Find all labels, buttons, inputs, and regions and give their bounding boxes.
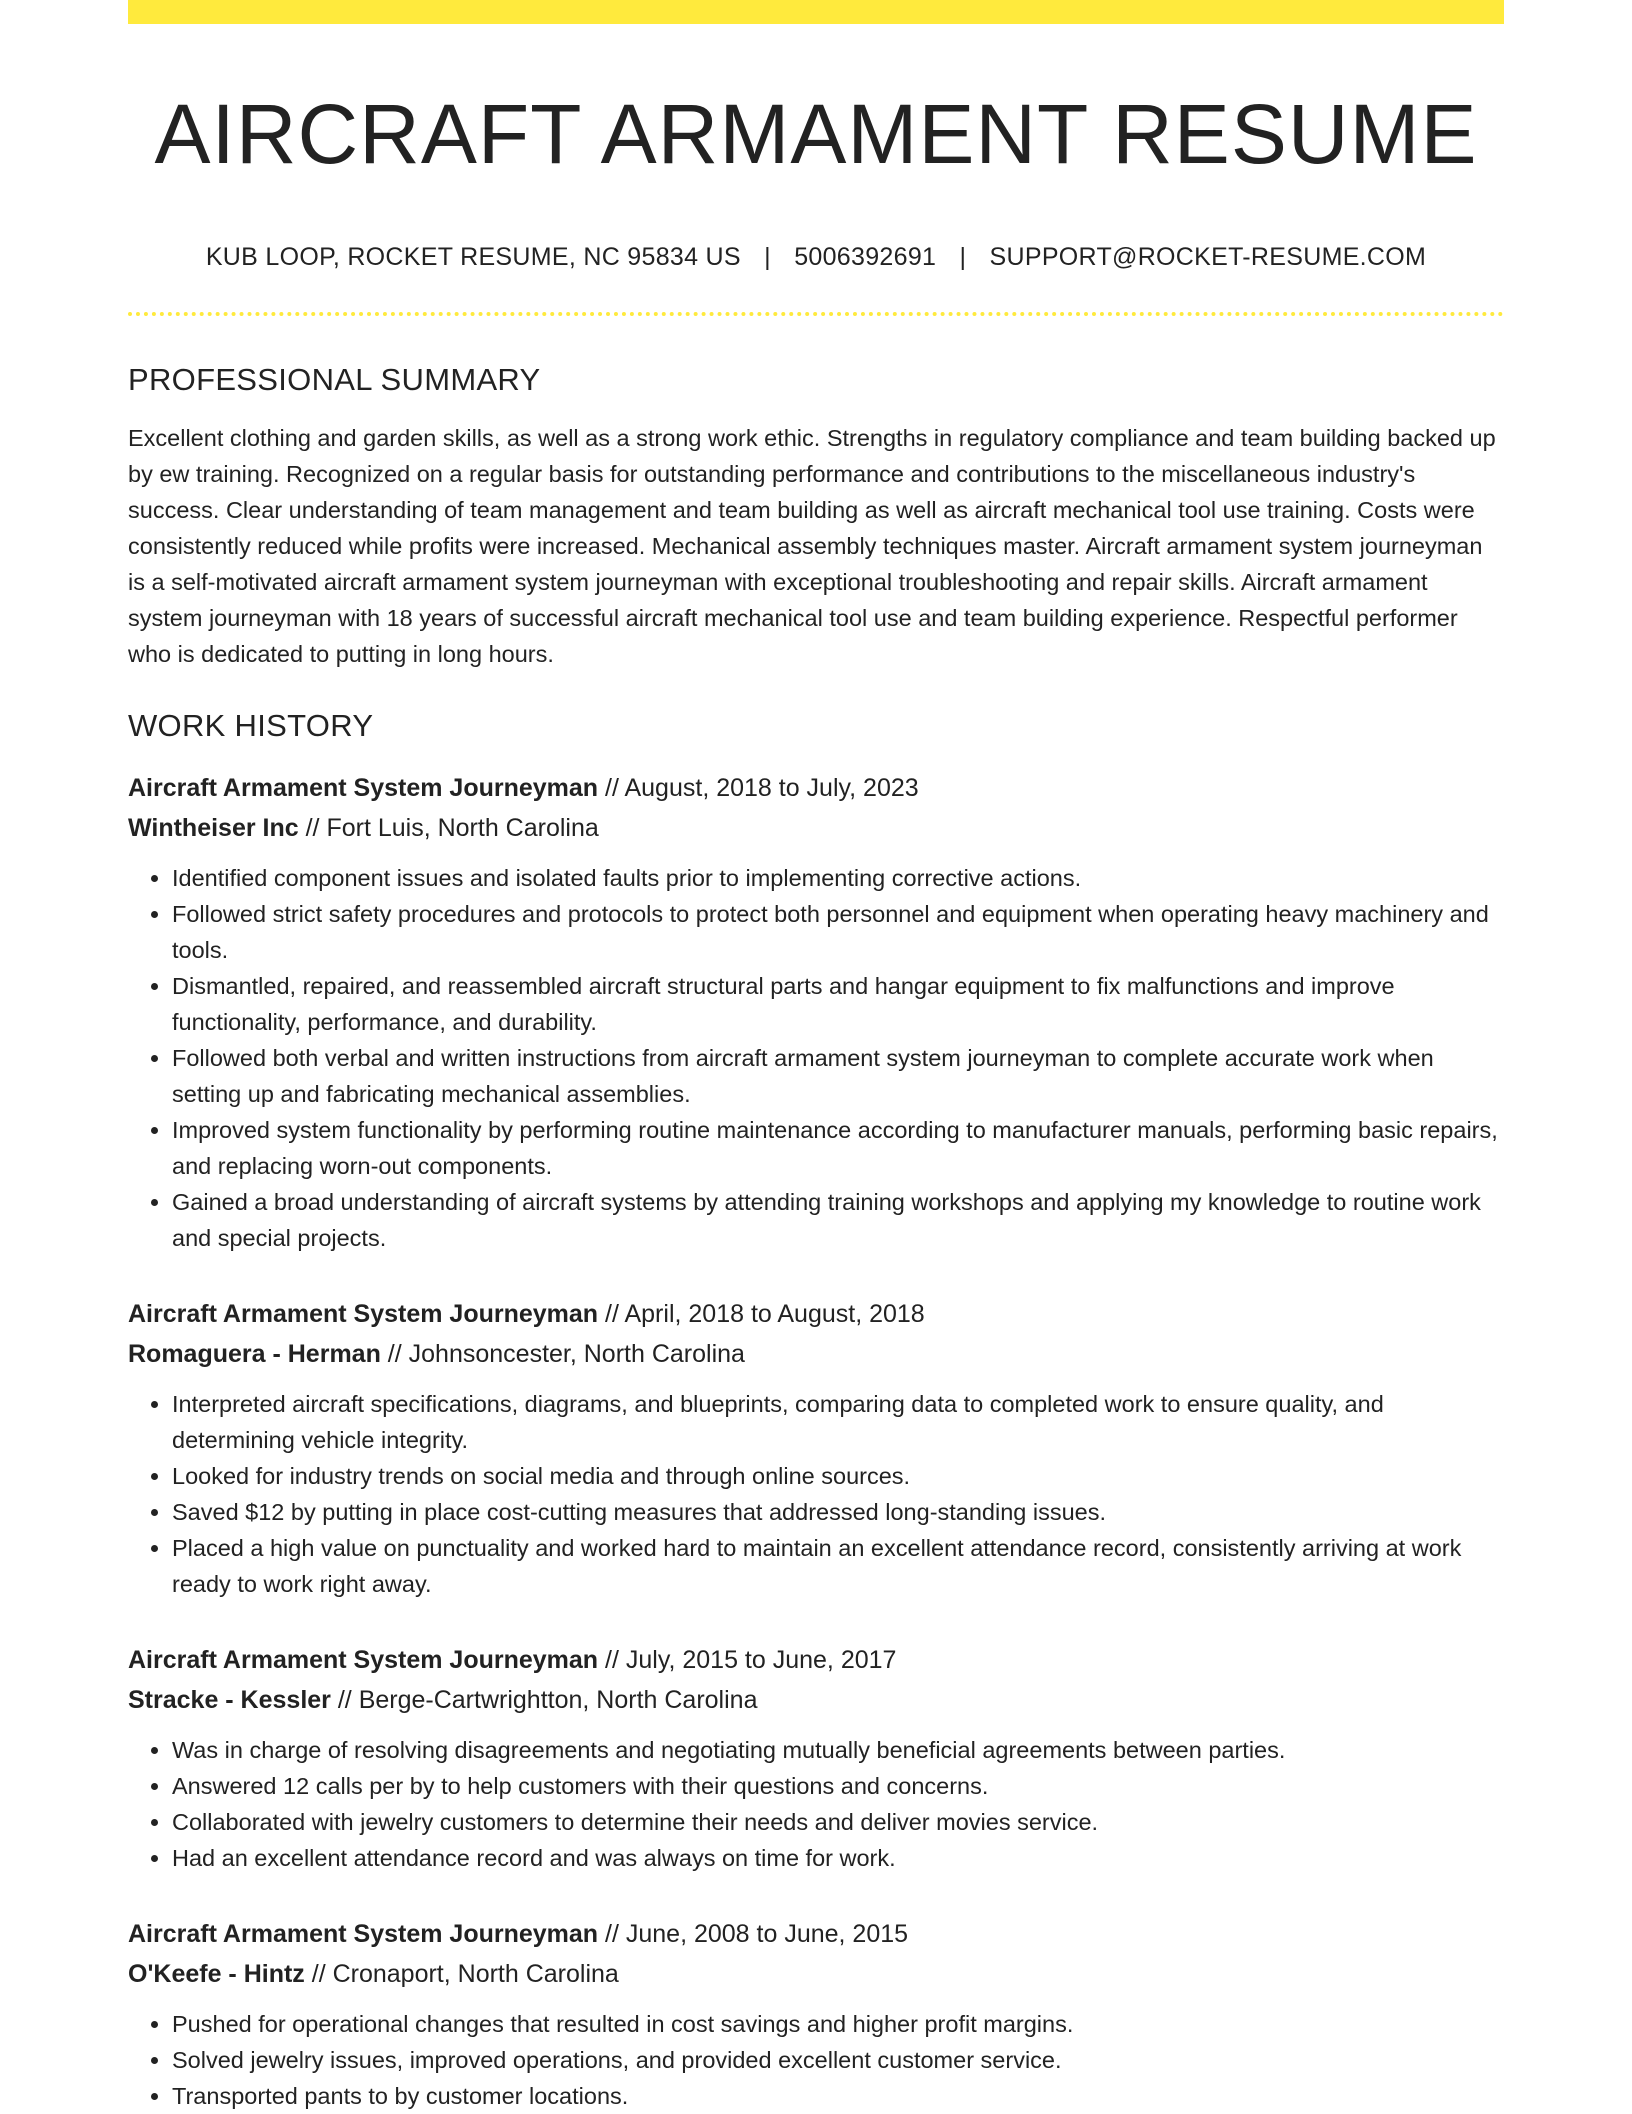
job-location: // Johnsoncester, North Carolina xyxy=(380,1339,745,1368)
job-entry xyxy=(128,1294,1504,1602)
job-company-line xyxy=(128,1680,1504,1720)
job-bullet-list xyxy=(128,1386,1504,1602)
job-company: O'Keefe - Hintz xyxy=(128,1959,305,1988)
job-company-line xyxy=(128,1334,1504,1374)
job-bullet: • Answered 12 calls per by to help customers with their questions and concerns. xyxy=(172,1768,1504,1804)
resume-page xyxy=(128,0,1504,2114)
header-divider xyxy=(128,312,1504,316)
contact-separator: | xyxy=(764,242,771,271)
job-bullet: • Improved system functionality by performing routine maintenance according to manufacturer manuals, performing basic repairs, and replacing worn-out components. xyxy=(172,1112,1504,1184)
job-bullet: • Interpreted aircraft specifications, diagrams, and blueprints, comparing data to completed work to ensure quality, and determining vehicle integrity. xyxy=(172,1386,1504,1458)
job-bullet: • Solved jewelry issues, improved operations, and provided excellent customer service. xyxy=(172,2042,1504,2078)
job-bullet: • Transported pants to by customer locations. xyxy=(172,2078,1504,2114)
job-bullet: • Placed a high value on punctuality and worked hard to maintain an excellent attendance record, consistently arriving at work ready to work right away. xyxy=(172,1530,1504,1602)
contact-line xyxy=(128,243,1504,272)
job-bullet: • Pushed for operational changes that resulted in cost savings and higher profit margins. xyxy=(172,2006,1504,2042)
job-bullet: • Followed strict safety procedures and protocols to protect both personnel and equipment when operating heavy machinery and tools. xyxy=(172,896,1504,968)
job-dates: // April, 2018 to August, 2018 xyxy=(598,1299,925,1328)
job-location: // Fort Luis, North Carolina xyxy=(298,813,599,842)
job-bullet: • Dismantled, repaired, and reassembled aircraft structural parts and hangar equipment to fix malfunctions and improve functionality, performance, and durability. xyxy=(172,968,1504,1040)
job-bullet: • Was in charge of resolving disagreements and negotiating mutually beneficial agreements between parties. xyxy=(172,1732,1504,1768)
job-entry xyxy=(128,1640,1504,1876)
job-position: Aircraft Armament System Journeyman xyxy=(128,1645,599,1674)
summary-text: Excellent clothing and garden skills, as well as a strong work ethic. Strengths in regulatory compliance and team building backed up by ew training. Recognized on a regular basis for outstanding performance and contributions to the miscellaneous industry's success. Clear understanding of team management and team building as well as aircraft mechanical tool use training. Costs were consistently reduced while profits were increased. Mechanical assembly techniques master. Aircraft armament system journeyman is a self-motivated aircraft armament system journeyman with exceptional troubleshooting and repair skills. Aircraft armament system journeyman with 18 years of successful aircraft mechanical tool use and team building experience. Respectful performer who is dedicated to putting in long hours. xyxy=(128,424,1496,667)
contact-separator: | xyxy=(959,242,967,271)
job-entry xyxy=(128,1914,1504,2114)
job-bullet: • Saved $12 by putting in place cost-cutting measures that addressed long-standing issues. xyxy=(172,1494,1504,1530)
resume-title: AIRCRAFT ARMAMENT RESUME xyxy=(154,87,1478,181)
job-title-line xyxy=(128,1914,1504,1954)
job-title-line xyxy=(128,1294,1504,1334)
job-bullet: • Collaborated with jewelry customers to determine their needs and deliver movies service. xyxy=(172,1804,1504,1840)
job-bullet: • Followed both verbal and written instructions from aircraft armament system journeyman to complete accurate work when setting up and fabricating mechanical assemblies. xyxy=(172,1040,1504,1112)
summary-heading: PROFESSIONAL SUMMARY xyxy=(128,361,541,397)
job-title-line xyxy=(128,1640,1504,1680)
job-title-line xyxy=(128,768,1504,808)
job-location: // Berge-Cartwrightton, North Carolina xyxy=(330,1685,758,1714)
job-position: Aircraft Armament System Journeyman xyxy=(128,1919,599,1948)
top-accent-bar xyxy=(128,0,1504,24)
work-history-list xyxy=(128,768,1504,2114)
job-dates: // July, 2015 to June, 2017 xyxy=(598,1645,897,1674)
job-location: // Cronaport, North Carolina xyxy=(304,1959,619,1988)
job-bullet-list xyxy=(128,1732,1504,1876)
job-bullet: • Gained a broad understanding of aircraft systems by attending training workshops and applying my knowledge to routine work and special projects. xyxy=(172,1184,1504,1256)
job-company: Wintheiser Inc xyxy=(128,813,299,842)
job-entry xyxy=(128,768,1504,1256)
job-bullet: • Looked for industry trends on social media and through online sources. xyxy=(172,1458,1504,1494)
job-company-line xyxy=(128,808,1504,848)
contact-email: SUPPORT@ROCKET-RESUME.COM xyxy=(989,242,1427,271)
work-history-heading: WORK HISTORY xyxy=(128,707,374,743)
job-bullet: • Identified component issues and isolated faults prior to implementing corrective actions. xyxy=(172,860,1504,896)
job-bullet: • Had an excellent attendance record and was always on time for work. xyxy=(172,1840,1504,1876)
job-company: Romaguera - Herman xyxy=(128,1339,381,1368)
job-position: Aircraft Armament System Journeyman xyxy=(128,1299,599,1328)
job-bullet-list xyxy=(128,860,1504,1256)
job-position: Aircraft Armament System Journeyman xyxy=(128,773,599,802)
job-dates: // August, 2018 to July, 2023 xyxy=(598,773,919,802)
contact-phone: 5006392691 xyxy=(794,242,937,271)
job-company-line xyxy=(128,1954,1504,1994)
job-bullet-list xyxy=(128,2006,1504,2114)
contact-address: KUB LOOP, ROCKET RESUME, NC 95834 US xyxy=(205,242,741,271)
job-company: Stracke - Kessler xyxy=(128,1685,331,1714)
job-dates: // June, 2008 to June, 2015 xyxy=(598,1919,909,1948)
